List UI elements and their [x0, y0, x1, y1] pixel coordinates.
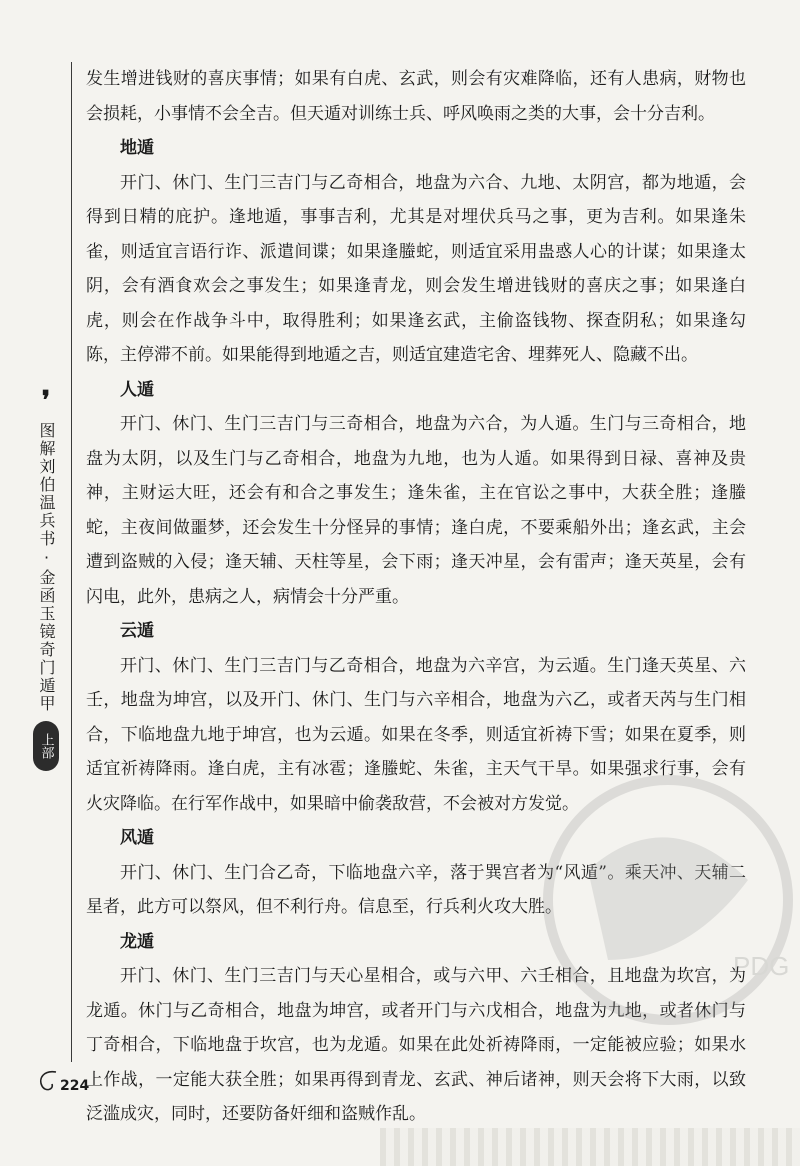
page-number: 224: [60, 1078, 90, 1094]
margin-rule: [71, 62, 72, 1062]
book-title-vertical: 图解刘伯温兵书·金函玉镜奇门遁甲: [37, 422, 56, 713]
page-number-ornament-icon: [34, 1068, 60, 1094]
yin-yang-mark-icon: ❜: [41, 386, 51, 416]
watermark-label: PDG: [733, 951, 790, 981]
section-heading: 龙遁: [120, 931, 154, 952]
intro-paragraph: 发生增进钱财的喜庆事情；如果有白虎、玄武，则会有灾难降临，还有人患病，财物也会损耗，小事情不会全吉。但天遁对训练士兵、呼风唤雨之类的大事，会十分吉利。: [86, 69, 746, 124]
section-heading: 云遁: [120, 621, 154, 641]
section-paragraph: 开门、休门、生门三吉门与三奇相合，地盘为六合，为人遁。生门与三奇相合，地盘为太阴，以及生门与乙奇相合，地盘为九地，也为人遁。如果得到日禄、喜神及贵神，主财运大旺，还会有和合之事发生；逢朱雀，主在官讼之事中，大获全胜；逢螣蛇，主夜间做噩梦，还会发生十分怪异的事情；逢白虎，不要乘船外出；逢玄武，主会遭到盗贼的入侵；逢天辅、天柱等星，会下雨；逢天冲星，会有雷声；逢天英星，会有闪电，此外，患病之人，病情会十分严重。: [86, 414, 746, 607]
section-heading: 人遁: [120, 379, 154, 400]
section-paragraph: 开门、休门、生门三吉门与乙奇相合，地盘为六合、九地、太阴宫，都为地遁，会得到日精的庇护。逢地遁，事事吉利，尤其是对埋伏兵马之事，更为吉利。如果逢朱雀，则适宜言语行诈、派遣间谍；如果逢螣蛇，则适宜采用蛊惑人心的计谋；如果逢太阴，会有酒食欢会之事发生；如果逢青龙，则会发生增进钱财的喜庆之事；如果逢白虎，则会在作战争斗中，取得胜利；如果逢玄武，主偷盗钱物、探查阴私；如果逢勾陈，主停滞不前。如果能得到地遁之吉，则适宜建造宅舍、埋葬死人、隐藏不出。: [86, 172, 746, 365]
section-heading: 地遁: [120, 138, 154, 158]
volume-badge: 上部: [33, 721, 59, 771]
scan-artifact: [380, 1128, 800, 1166]
section-heading: 风遁: [120, 828, 154, 848]
library-watermark-stamp: [528, 760, 800, 1040]
section-paragraph: 开门、休门、生门三吉门与乙奇相合，地盘为六辛宫，为云遁。生门逢天英星、六壬，地盘为坤宫，以及开门、休门、生门与六辛相合，地盘为六乙，或者天芮与生门相合，下临地盘九地于坤宫，也为云遁。如果在冬季，则适宜祈祷下雪；如果在夏季，则适宜祈祷降雨。逢白虎，主有冰雹；逢螣蛇、朱雀，主天气干旱。如果强求行事，会有火灾降临。在行军作战中，如果暗中偷袭敌营，不会被对方发觉。: [86, 655, 746, 814]
side-running-title: [28, 388, 64, 771]
section-paragraph: 开门、休门、生门合乙奇，下临地盘六辛，落于巽宫者为“风遁”。乘天冲、天辅二星者，此方可以祭风，但不利行舟。信息至，行兵利火攻大胜。: [86, 862, 746, 917]
section-paragraph: 开门、休门、生门三吉门与天心星相合，或与六甲、六壬相合，且地盘为坎宫，为龙遁。休门与乙奇相合，地盘为坤宫，或者开门与六戊相合，地盘为九地，或者休门与丁奇相合，下临地盘于坎宫，也为龙遁。如果在此处祈祷降雨，一定能被应验；如果水上作战，一定能大获全胜；如果再得到青龙、玄武、神后诸神，则天会将下大雨，以致泛滥成灾，同时，还要防备奸细和盗贼作乱。: [86, 966, 746, 1124]
